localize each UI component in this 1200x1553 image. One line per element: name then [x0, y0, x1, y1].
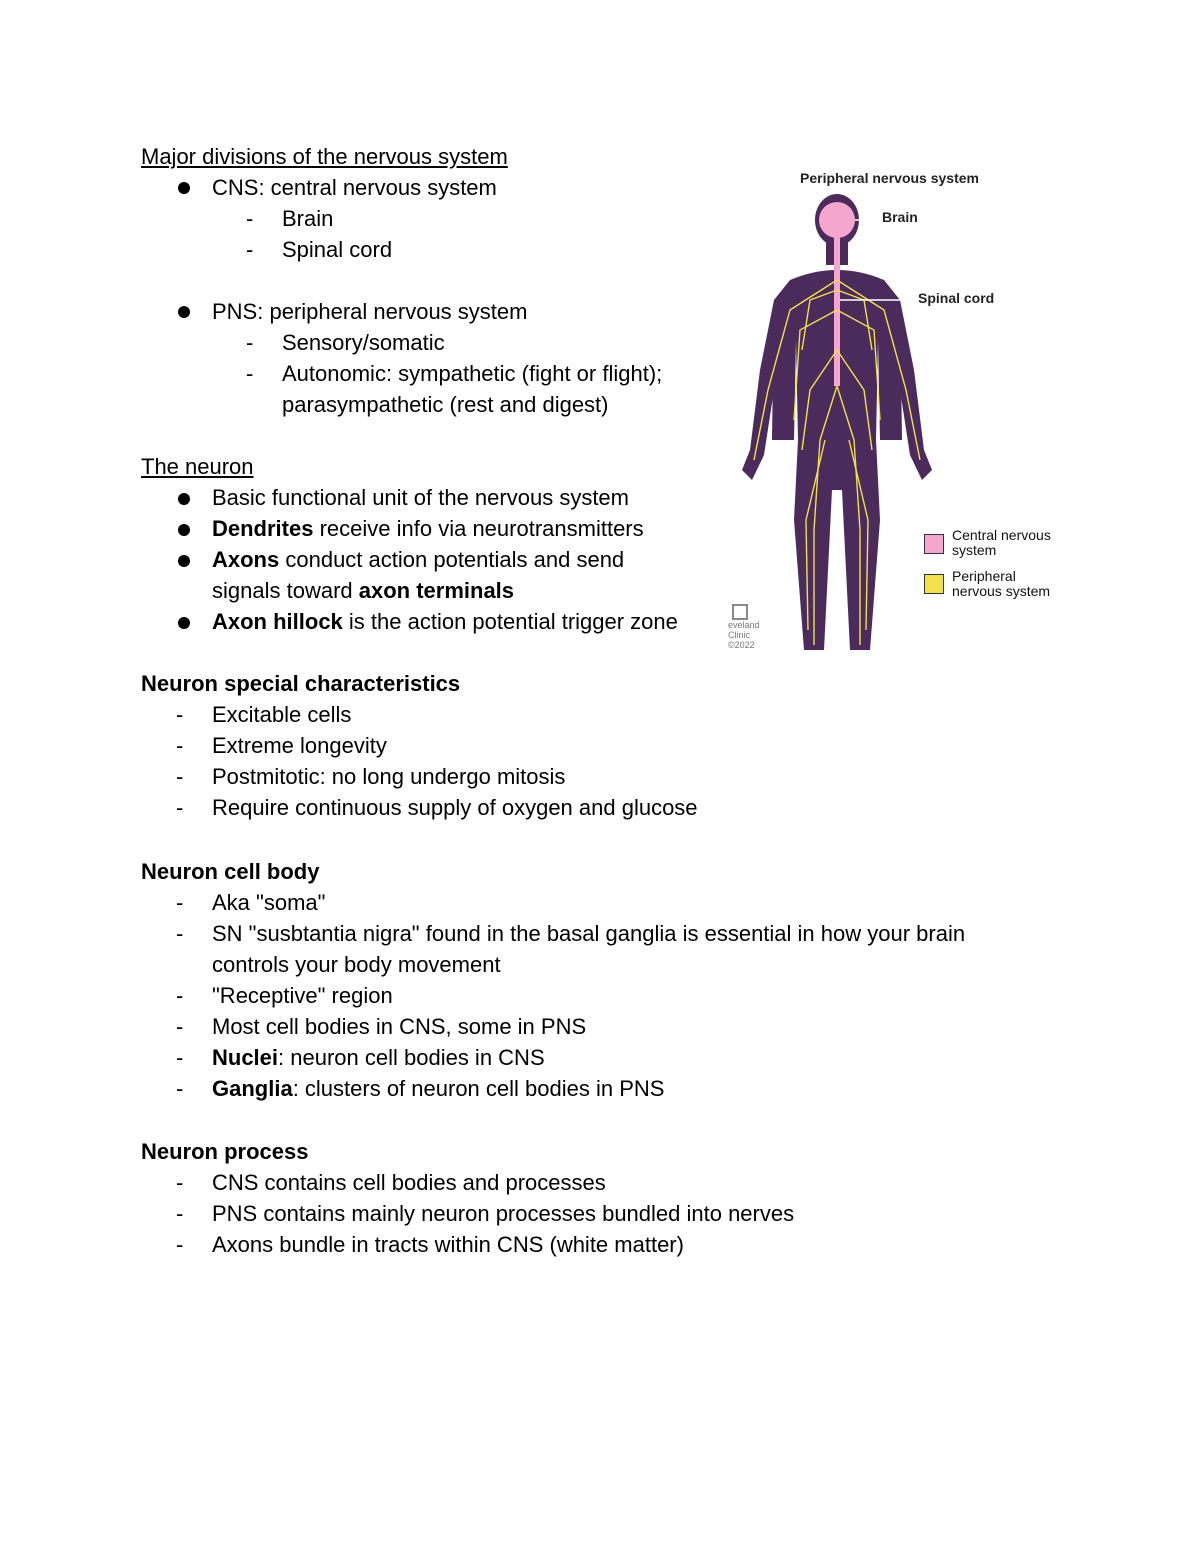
item-brain: Brain — [282, 206, 334, 231]
dash-icon: - — [176, 1076, 184, 1101]
heading-special-characteristics: Neuron special characteristics — [141, 671, 461, 696]
heading-the-neuron: The neuron — [141, 454, 254, 479]
list-item: Require continuous supply of oxygen and glucose — [212, 795, 698, 820]
neuron-point-3-cont: signals toward axon terminals — [212, 578, 515, 603]
neuron-point-3: Axons conduct action potentials and send — [212, 547, 625, 572]
list-item: Nuclei: neuron cell bodies in CNS — [212, 1045, 545, 1070]
dash-icon: - — [176, 733, 184, 758]
item-sensory: Sensory/somatic — [282, 330, 445, 355]
bullet-icon — [178, 493, 190, 505]
list-item: SN "susbtantia nigra" found in the basal ganglia is essential in how your brain — [212, 921, 966, 946]
heading-cell-body: Neuron cell body — [141, 859, 320, 884]
dash-icon: - — [176, 1232, 184, 1257]
dash-icon: - — [176, 764, 184, 789]
clinic-logo-icon — [732, 604, 748, 620]
list-item: Extreme longevity — [212, 733, 387, 758]
dash-icon: - — [246, 361, 254, 386]
brain-shape — [819, 202, 855, 238]
dash-icon: - — [176, 1045, 184, 1070]
item-cns: CNS: central nervous system — [212, 175, 497, 200]
heading-neuron-process: Neuron process — [141, 1139, 309, 1164]
dash-icon: - — [176, 1014, 184, 1039]
bullet-icon — [178, 306, 190, 318]
list-item: "Receptive" region — [212, 983, 393, 1008]
dash-icon: - — [176, 1170, 184, 1195]
list-item: Excitable cells — [212, 702, 352, 727]
legend-pns-swatch — [924, 574, 944, 594]
item-pns: PNS: peripheral nervous system — [212, 299, 528, 324]
list-item: Postmitotic: no long undergo mitosis — [212, 764, 566, 789]
clinic-logo-text: eveland Clinic ©2022 — [728, 620, 760, 650]
heading-major-divisions: Major divisions of the nervous system — [141, 144, 508, 169]
human-body-illustration — [730, 190, 960, 670]
bullet-icon — [178, 182, 190, 194]
neuron-point-2: Dendrites receive info via neurotransmitters — [212, 516, 644, 541]
list-item-cont: controls your body movement — [212, 952, 501, 977]
list-item: Axons bundle in tracts within CNS (white matter) — [212, 1232, 684, 1257]
label-spinal-cord: Spinal cord — [918, 290, 995, 306]
bullet-icon — [178, 524, 190, 536]
list-item: CNS contains cell bodies and processes — [212, 1170, 606, 1195]
dash-icon: - — [246, 206, 254, 231]
item-autonomic: Autonomic: sympathetic (fight or flight); — [282, 361, 663, 386]
item-autonomic-cont: parasympathetic (rest and digest) — [282, 392, 609, 417]
dash-icon: - — [176, 795, 184, 820]
list-item: Aka "soma" — [212, 890, 326, 915]
dash-icon: - — [176, 1201, 184, 1226]
neuron-point-4: Axon hillock is the action potential trigger zone — [212, 609, 678, 634]
item-spinal-cord: Spinal cord — [282, 237, 393, 262]
label-brain: Brain — [882, 209, 918, 225]
dash-icon: - — [176, 890, 184, 915]
legend-cns-label: Central nervous system — [952, 527, 1051, 558]
neuron-point-1: Basic functional unit of the nervous system — [212, 485, 629, 510]
list-item: Ganglia: clusters of neuron cell bodies in PNS — [212, 1076, 665, 1101]
bullet-icon — [178, 555, 190, 567]
dash-icon: - — [246, 330, 254, 355]
dash-icon: - — [176, 921, 184, 946]
dash-icon: - — [176, 983, 184, 1008]
nervous-system-figure — [720, 160, 1060, 665]
dash-icon: - — [246, 237, 254, 262]
legend-pns-label: Peripheral nervous system — [952, 568, 1051, 599]
figure-title: Peripheral nervous system — [800, 170, 979, 186]
list-item: Most cell bodies in CNS, some in PNS — [212, 1014, 587, 1039]
list-item: PNS contains mainly neuron processes bundled into nerves — [212, 1201, 795, 1226]
dash-icon: - — [176, 702, 184, 727]
bullet-icon — [178, 617, 190, 629]
legend-cns-swatch — [924, 534, 944, 554]
